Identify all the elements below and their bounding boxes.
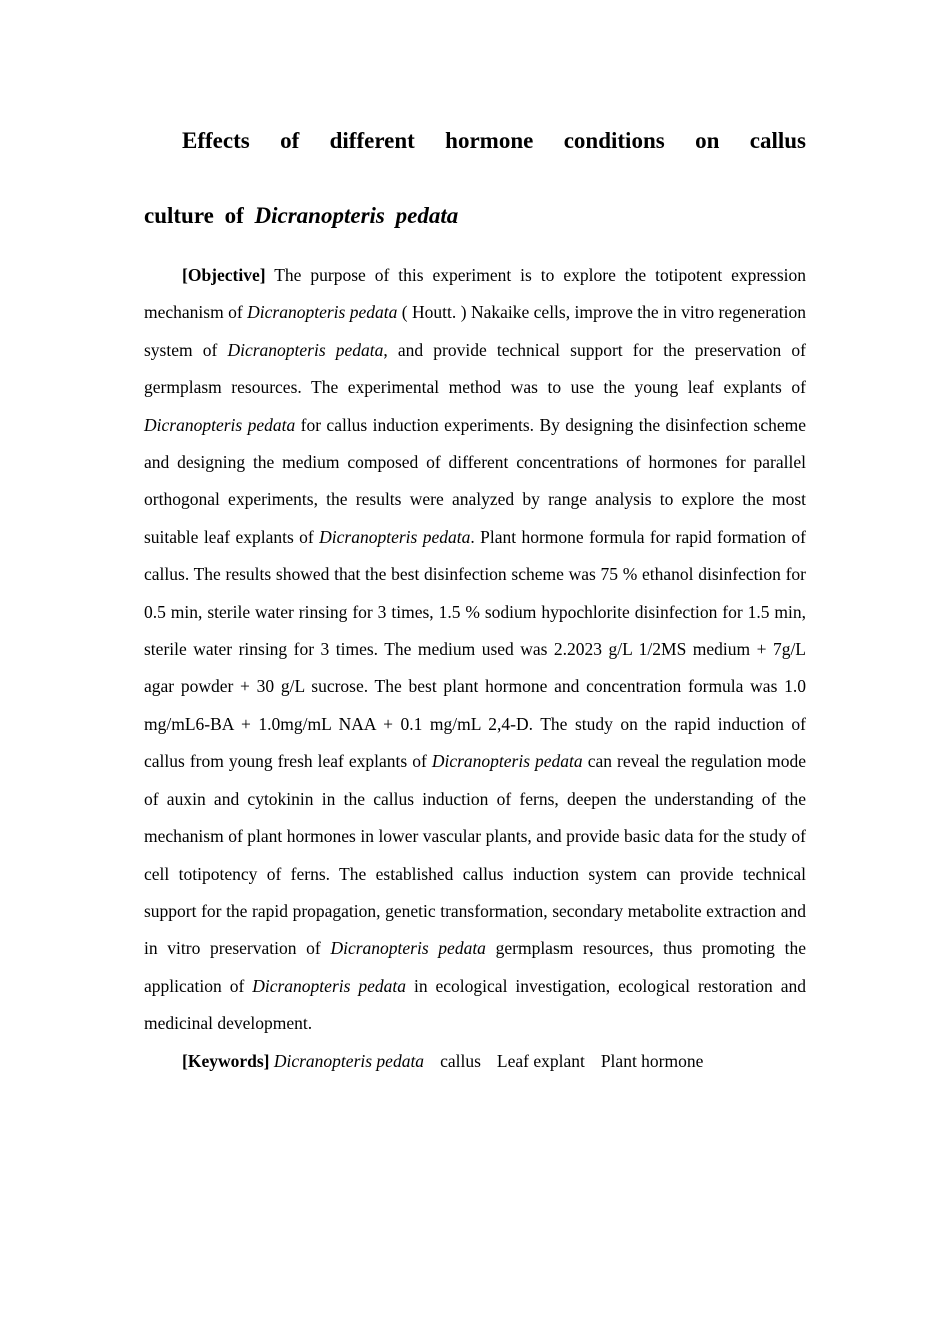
species-name: Dicranopteris pedata: [330, 938, 486, 959]
abstract-text: in ecological investigation, ecological restoration and medicinal development.: [144, 975, 807, 1034]
abstract-text: for callus induction experiments. By designing the disinfection scheme and designing the medium composed of different concentrations of hormones for parallel orthogonal experiments, the results were analyzed by range analysis to explore the most suitable leaf explants of: [144, 414, 806, 547]
abstract-text: can reveal the regulation mode of auxin and cytokinin in the callus induction of ferns, deepen the understanding of the mechanism of plant hormones in lower vascular plants, and provide basic data for the study of cell totipotency of ferns. The established callus induction system can provide technical support for the rapid propagation, genetic transformation, secondary metabolite extraction and in vitro preservation of: [144, 751, 806, 959]
keyword-item: Leaf explant: [496, 1050, 585, 1071]
title-line-1: Effects of different hormone conditions on callus: [182, 128, 806, 153]
keyword-item: Plant hormone: [600, 1050, 704, 1071]
keyword-item: callus: [440, 1050, 481, 1071]
title-line-2: [144, 193, 806, 239]
document-page: [144, 118, 806, 1080]
abstract-label: [Objective]: [182, 265, 266, 285]
species-name: Dicranopteris pedata: [144, 414, 296, 435]
keywords-line: [144, 1043, 806, 1080]
abstract-text: , and provide technical support for the preservation of germplasm resources. The experimental method was to use the young leaf explants of: [144, 339, 806, 398]
species-name: Dicranopteris pedata: [227, 339, 384, 360]
species-name: Dicranopteris pedata: [319, 526, 471, 547]
species-name: Dicranopteris pedata: [247, 302, 398, 323]
abstract-text: germplasm resources, thus promoting the application of: [144, 938, 806, 996]
abstract-text: The purpose of this experiment is to explore the totipotent expression mechanism of: [144, 265, 806, 323]
keywords-label: [Keywords]: [182, 1050, 270, 1071]
species-name: Dicranopteris pedata: [252, 975, 407, 996]
species-name: Dicranopteris pedata: [431, 751, 583, 772]
abstract-text: . Plant hormone formula for rapid formation of callus. The results showed that the best disinfection scheme was 75 % ethanol disinfection for 0.5 min, sterile water rinsing for 3 times, 1.5 % sodium hypochlorite disinfection for 1.5 min, sterile water rinsing for 3 times. The medium used was 2.2023 g/L 1/2MS medium + 7g/L agar powder + 30 g/L sucrose. The best plant hormone and concentration formula was 1.0 mg/mL6-BA + 1.0mg/mL NAA + 0.1 mg/mL 2,4-D. The study on the rapid induction of callus from young fresh leaf explants of: [144, 526, 806, 772]
abstract-paragraph: [144, 257, 806, 1043]
abstract-text: ( Houtt. ) Nakaike cells, improve the in vitro regeneration system of: [144, 302, 807, 360]
keyword-item: Dicranopteris pedata: [273, 1050, 425, 1071]
paper-title: [144, 118, 806, 239]
title-prefix: culture of: [144, 203, 255, 228]
title-species-name: Dicranopteris pedata: [254, 203, 459, 228]
